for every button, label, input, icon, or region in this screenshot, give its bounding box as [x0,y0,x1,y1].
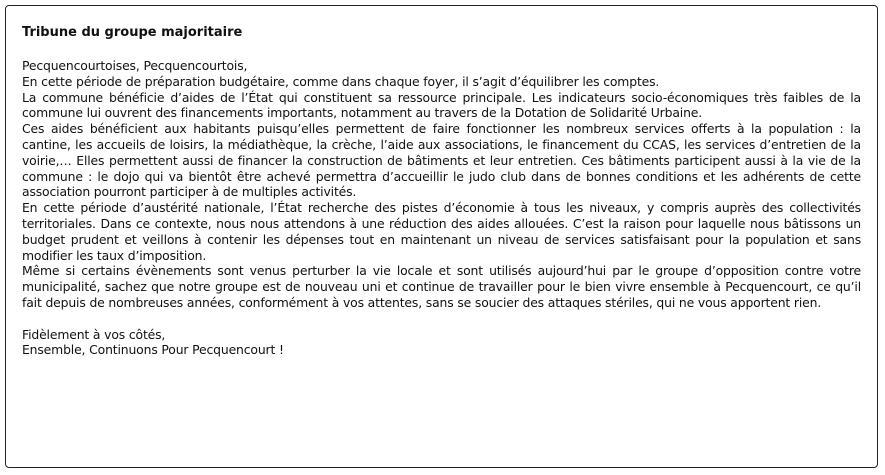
tribune-box [5,5,878,468]
paragraph-budget: En cette période de préparation budgétaire, comme dans chaque foyer, il s’agit d’équilibrer les comptes. [22,73,660,89]
paragraph-state-aid: La commune bénéficie d’aides de l’État qui constituent sa ressource principale. Les indicateurs socio-économiques très faibles de la commune lui ouvrent des financements importants, notamment au travers de la Dotation de Solidarité Urbaine. [22,89,861,121]
signature-line: Ensemble, Continuons Pour Pecquencourt ! [22,342,284,358]
paragraph-opposition: Même si certains évènements sont venus perturber la vie locale et sont utilisés aujourd’hui par le groupe d’opposition contre votre municipalité, sachez que notre groupe est de nouveau uni et continue de travailler pour le bien vivre ensemble à Pecquencourt, ce qu’il fait depuis de nombreuses années, conformément à vos attentes, sans se soucier des attaques stériles, qui ne vous apportent rien. [22,263,861,310]
paragraph-services: Ces aides bénéficient aux habitants puisqu’elles permettent de faire fonctionner les nombreux services offerts à la population : la cantine, les accueils de loisirs, la médiathèque, la crèche, l’aide aux associations, le financement du CCAS, les services d’entretien de la voirie,… Elles permettent aussi de financer la construction de bâtiments et leur entretien. Ces bâtiments participent aussi à la vie de la commune : le dojo qui va bientôt être achevé permettra d’accueillir le judo club dans de bonnes conditions et les adhérents de cette association pourront participer à de multiples activités. [22,121,861,200]
paragraph-austerity: En cette période d’austérité nationale, l’État recherche des pistes d’économie à tous les niveaux, y compris auprès des collectivités territoriales. Dans ce contexte, nous nous attendons à une réduction des aides allouées. C’est la raison pour laquelle nous bâtissons un budget prudent et veillons à contenir les dépenses tout en maintenant un niveau de services satisfaisant pour la population et sans modifier les taux d’imposition. [22,200,861,263]
spacer [22,311,861,327]
greeting: Pecquencourtoises, Pecquencourtois, [22,58,248,73]
closing-line: Fidèlement à vos côtés, [22,326,166,342]
tribune-title: Tribune du groupe majoritaire [22,25,243,40]
